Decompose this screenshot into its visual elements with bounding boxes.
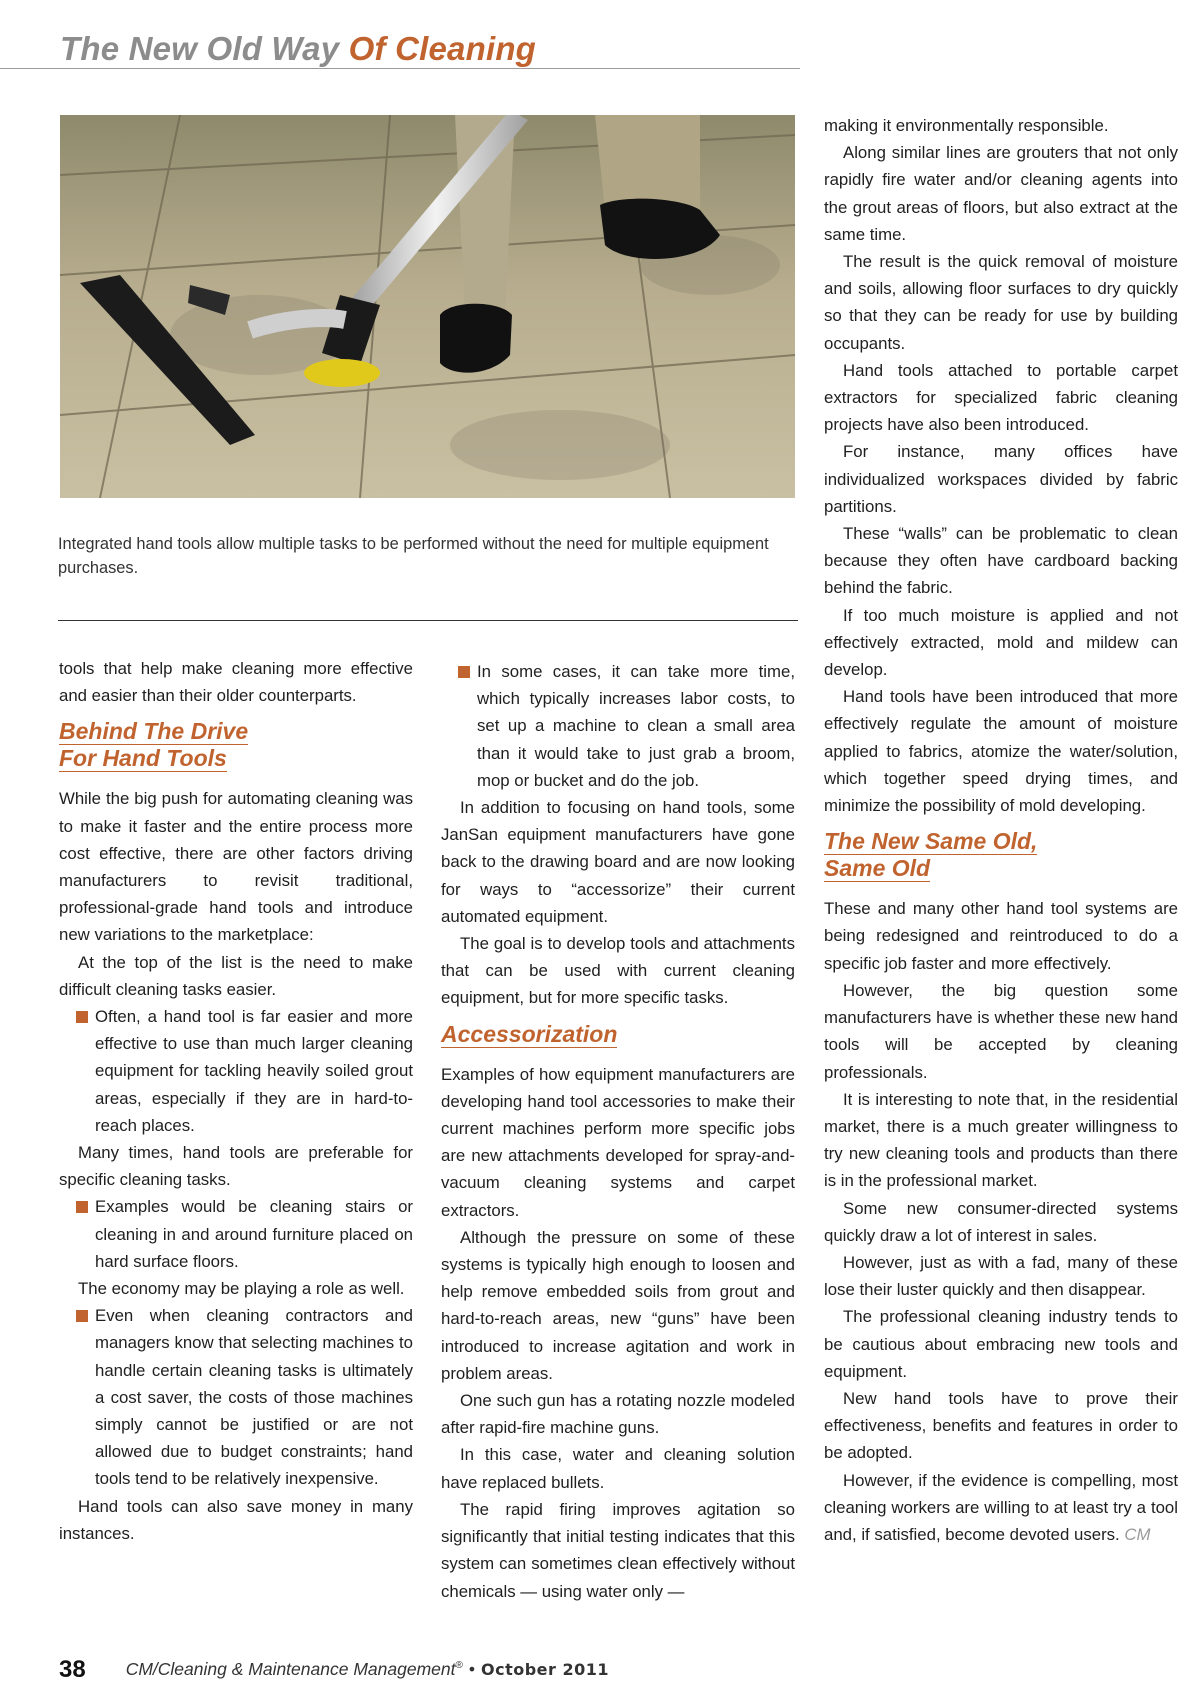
paragraph: Hand tools have been introduced that more effectively regulate the amount of moisture applied to fabrics, atomize the water/solution, which together speed drying times, and minimize the possibility of mold developing. [824, 687, 1178, 816]
paragraph: The result is the quick removal of moisture and soils, allowing floor surfaces to dry quickly so that they can be ready for use by building occupants. [824, 252, 1178, 353]
heading-line: Behind The Drive [59, 718, 249, 745]
bullet-text: In some cases, it can take more time, which typically increases labor costs, to set up a machine to clean a small area than it would take to just grab a broom, mop or bucket and do the job. [477, 662, 795, 790]
paragraph: tools that help make cleaning more effective and easier than their older counterparts. [59, 659, 413, 706]
paragraph: The professional cleaning industry tends to be cautious about embracing new tools and equipment. [824, 1307, 1178, 1381]
paragraph: The goal is to develop tools and attachments that can be used with current cleaning equipment, but for more specific tasks. [441, 934, 795, 1008]
column-2 [441, 658, 795, 1605]
footer-separator: • [468, 1659, 475, 1679]
bullet-square-icon [76, 1201, 88, 1213]
paragraph: If too much moisture is applied and not effectively extracted, mold and mildew can develop. [824, 605, 1178, 680]
paragraph: Although the pressure on some of these systems is typically high enough to loosen and help remove embedded soils from grout and hard-to-reach areas, new “guns” have been introduced to increase agitation and work in problem areas. [441, 1227, 795, 1383]
publication-name: CM/Cleaning & Maintenance Management [125, 1659, 456, 1679]
section-heading-accessorization [441, 1021, 795, 1048]
paragraph: For instance, many offices have individualized workspaces divided by fabric partitions. [824, 442, 1178, 516]
paragraph: making it environmentally responsible. [824, 116, 1109, 135]
bullet-item [59, 1302, 413, 1492]
paragraph: Hand tools attached to portable carpet extractors for specialized fabric cleaning projects have also been introduced. [824, 360, 1178, 435]
paragraph: While the big push for automating cleaning was to make it faster and the entire process more cost effective, there are other factors driving manufacturers to revisit traditional, professional-grade hand tools and introduce new variations to the marketplace: [59, 789, 413, 945]
bullet-item [441, 658, 795, 794]
paragraph: These and many other hand tool systems are being redesigned and reintroduced to do a specific job faster and more effectively. [824, 899, 1178, 973]
paragraph: In addition to focusing on hand tools, some JanSan equipment manufacturers have gone back to the drawing board and are now looking for ways to “accessorize” their current automated equipment. [441, 798, 795, 926]
heading-line: For Hand Tools [59, 745, 227, 772]
heading-line: The New Same Old, [824, 828, 1038, 855]
bullet-text: Examples would be cleaning stairs or cleaning in and around furniture placed on hard surface floors. [95, 1197, 413, 1271]
final-text: However, if the evidence is compelling, most cleaning workers are willing to at least try a tool and, if satisfied, become devoted users. [824, 1470, 1178, 1544]
header-rule [0, 68, 800, 69]
paragraph: These “walls” can be problematic to clean because they often have cardboard backing behind the fabric. [824, 524, 1178, 598]
paragraph: The economy may be playing a role as well. [78, 1279, 405, 1299]
paragraph: Hand tools can also save money in many instances. [59, 1496, 413, 1543]
paragraph: Some new consumer-directed systems quickly draw a lot of interest in sales. [824, 1198, 1178, 1245]
bullet-square-icon [76, 1011, 88, 1023]
paragraph: However, the big question some manufacturers have is whether these new hand tools will be accepted by cleaning professionals. [824, 980, 1178, 1082]
paragraph-final [824, 1467, 1178, 1549]
section-heading-new-same-old [824, 828, 1178, 882]
photo-caption: Integrated hand tools allow multiple tasks to be performed without the need for multiple equipment purchases. [58, 535, 769, 577]
paragraph: Examples of how equipment manufacturers are developing hand tool accessories to make their current machines perform more specific jobs are new attachments developed for spray-and-vacuum cleaning systems and carpet extractors. [441, 1064, 795, 1220]
bullet-square-icon [458, 666, 470, 678]
paragraph: However, just as with a fad, many of these lose their luster quickly and then disappear. [824, 1252, 1178, 1300]
article-photo [60, 115, 795, 498]
paragraph: Along similar lines are grouters that not only rapidly fire water and/or cleaning agents into the grout areas of floors, but also extract at the same time. [824, 143, 1178, 244]
paragraph: One such gun has a rotating nozzle modeled after rapid-fire machine guns. [441, 1391, 795, 1438]
heading-line: Accessorization [441, 1020, 618, 1047]
paragraph: New hand tools have to prove their effectiveness, benefits and features in order to be adopted. [824, 1388, 1178, 1463]
caption-rule [58, 620, 798, 621]
page-footer [59, 1656, 609, 1684]
heading-line: Same Old [824, 855, 931, 882]
paragraph: The rapid firing improves agitation so significantly that initial testing indicates that this system can sometimes clean effectively without chemicals — using water only — [441, 1499, 795, 1601]
column-3 [824, 112, 1178, 1548]
paragraph: At the top of the list is the need to make difficult cleaning tasks easier. [59, 952, 413, 999]
page-header-title [60, 30, 536, 68]
paragraph: In this case, water and cleaning solution have replaced bullets. [441, 1445, 795, 1492]
bullet-text: Often, a hand tool is far easier and more effective to use than much larger cleaning equipment for tackling heavily soiled grout areas, especially if they are in hard-to-reach places. [95, 1007, 413, 1135]
bullet-item [59, 1003, 413, 1139]
page-number: 38 [59, 1656, 86, 1683]
bullet-item [59, 1193, 413, 1275]
header-title-gray: The New Old Way [60, 30, 349, 67]
paragraph: It is interesting to note that, in the residential market, there is a much greater willingness to try new cleaning tools and products than there is in the professional market. [824, 1089, 1178, 1191]
photo-illustration [60, 115, 795, 498]
column-1 [59, 655, 413, 1547]
bullet-text: Even when cleaning contractors and managers know that selecting machines to handle certain cleaning tasks is ultimately a cost saver, the costs of those machines simply cannot be justified or are not allowed due to budget constraints; hand tools tend to be relatively inexpensive. [95, 1306, 413, 1489]
header-title-accent: Of Cleaning [348, 30, 537, 67]
bullet-square-icon [76, 1310, 88, 1322]
registered-mark: ® [455, 1660, 463, 1672]
issue-date: October 2011 [480, 1660, 610, 1679]
cm-signoff: CM [1124, 1524, 1151, 1544]
paragraph: Many times, hand tools are preferable for specific cleaning tasks. [59, 1143, 413, 1190]
section-heading-behind-the-drive [59, 718, 413, 772]
